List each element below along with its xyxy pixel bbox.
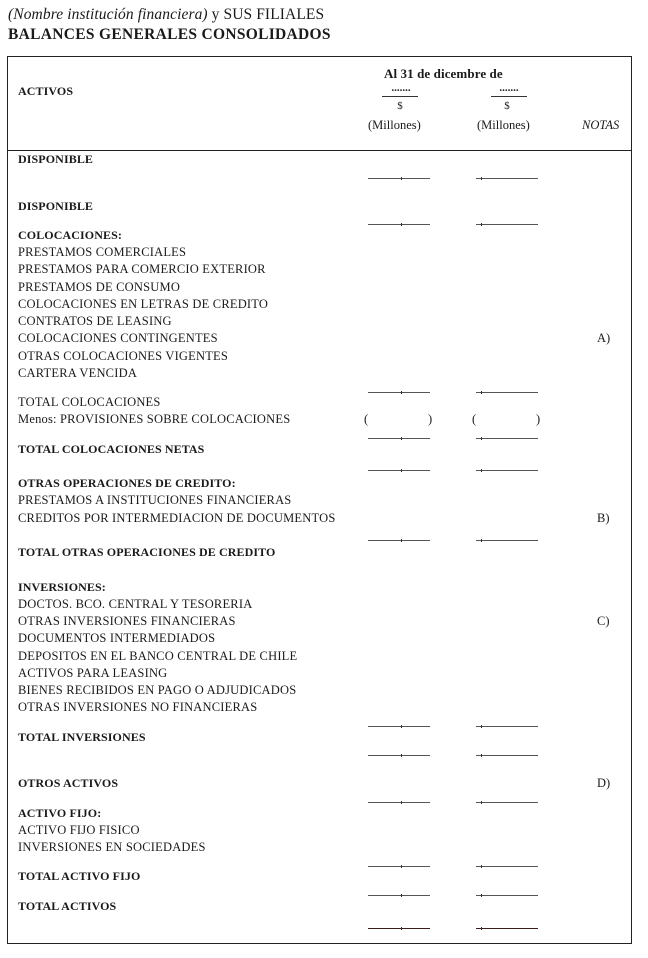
line-item: COLOCACIONES CONTINGENTES (18, 331, 218, 345)
amount-rule (368, 470, 430, 471)
line-item: ACTIVO FIJO FISICO (18, 823, 140, 837)
line-item: BIENES RECIBIDOS EN PAGO O ADJUDICADOS (18, 683, 297, 697)
line-item: DOCTOS. BCO. CENTRAL Y TESORERIA (18, 597, 253, 611)
line-item: PRESTAMOS DE CONSUMO (18, 280, 181, 294)
note-reference-a: A) (597, 331, 611, 345)
amount-rule (368, 178, 430, 179)
line-item: OTRAS INVERSIONES NO FINANCIERAS (18, 700, 258, 714)
inversiones-heading: INVERSIONES: (18, 580, 106, 594)
activo-fijo-heading: ACTIVO FIJO: (18, 806, 102, 820)
line-item: CREDITOS POR INTERMEDIACION DE DOCUMENTOS (18, 511, 336, 525)
amount-rule (476, 224, 538, 225)
line-item: PRESTAMOS A INSTITUCIONES FINANCIERAS (18, 493, 292, 507)
grand-total-rule (368, 928, 430, 929)
year-placeholder-2: ....... (499, 82, 519, 94)
total-activos: TOTAL ACTIVOS (18, 899, 117, 913)
amount-rule (476, 726, 538, 727)
line-item: PRESTAMOS COMERCIALES (18, 245, 187, 259)
unit-label-2: (Millones) (477, 118, 530, 132)
amount-rule (368, 224, 430, 225)
paren-close-2: ) (536, 412, 541, 426)
amount-rule (368, 392, 430, 393)
amount-rule (476, 802, 538, 803)
line-item: PRESTAMOS PARA COMERCIO EXTERIOR (18, 262, 266, 276)
total-colocaciones-netas: TOTAL COLOCACIONES NETAS (18, 442, 205, 456)
amount-rule (476, 540, 538, 541)
line-item: CONTRATOS DE LEASING (18, 314, 172, 328)
total-activo-fijo: TOTAL ACTIVO FIJO (18, 869, 141, 883)
currency-symbol-2: $ (504, 100, 510, 112)
line-item: DEPOSITOS EN EL BANCO CENTRAL DE CHILE (18, 649, 298, 663)
paren-open-1: ( (364, 412, 369, 426)
menos-provisiones: Menos: PROVISIONES SOBRE COLOCACIONES (18, 412, 291, 426)
year-underline-2 (491, 96, 527, 97)
unit-label-1: (Millones) (368, 118, 421, 132)
notes-column-header: NOTAS (582, 118, 620, 132)
year-placeholder-1: ....... (391, 82, 411, 94)
amount-rule (476, 470, 538, 471)
paren-open-2: ( (472, 412, 477, 426)
otros-activos: OTROS ACTIVOS (18, 776, 119, 790)
amount-rule (368, 438, 430, 439)
line-item: ACTIVOS PARA LEASING (18, 666, 168, 680)
amount-rule (476, 866, 538, 867)
subsidiaries-label: y SUS FILIALES (207, 6, 325, 23)
activos-column-header: ACTIVOS (18, 84, 74, 98)
note-reference-b: B) (597, 511, 610, 525)
line-item: OTRAS INVERSIONES FINANCIERAS (18, 614, 236, 628)
year-underline-1 (382, 96, 418, 97)
paren-close-1: ) (428, 412, 433, 426)
amount-rule (368, 755, 430, 756)
otras-operaciones-heading: OTRAS OPERACIONES DE CREDITO: (18, 476, 236, 490)
date-heading: Al 31 de dicembre de (384, 66, 503, 81)
amount-rule (476, 392, 538, 393)
total-otras-operaciones: TOTAL OTRAS OPERACIONES DE CREDITO (18, 545, 276, 559)
note-reference-d: D) (597, 776, 611, 790)
grand-total-rule (476, 928, 538, 929)
line-item: DOCUMENTOS INTERMEDIADOS (18, 631, 216, 645)
amount-rule (476, 895, 538, 896)
amount-rule (368, 802, 430, 803)
colocaciones-heading: COLOCACIONES: (18, 228, 122, 242)
line-item: CARTERA VENCIDA (18, 366, 138, 380)
institution-title (8, 6, 324, 24)
amount-rule (368, 895, 430, 896)
total-inversiones: TOTAL INVERSIONES (18, 730, 146, 744)
line-item: OTRAS COLOCACIONES VIGENTES (18, 349, 229, 363)
amount-rule (368, 726, 430, 727)
disponible-total: DISPONIBLE (18, 199, 94, 213)
amount-rule (476, 755, 538, 756)
disponible-heading: DISPONIBLE (18, 152, 94, 166)
header-divider (7, 150, 632, 151)
line-item: INVERSIONES EN SOCIEDADES (18, 840, 206, 854)
currency-symbol-1: $ (397, 100, 403, 112)
institution-name-placeholder: (Nombre institución financiera) (8, 6, 208, 23)
document-title: BALANCES GENERALES CONSOLIDADOS (8, 26, 331, 43)
line-item: COLOCACIONES EN LETRAS DE CREDITO (18, 297, 269, 311)
amount-rule (476, 178, 538, 179)
amount-rule (368, 540, 430, 541)
note-reference-c: C) (597, 614, 610, 628)
amount-rule (476, 438, 538, 439)
amount-rule (368, 866, 430, 867)
total-colocaciones: TOTAL COLOCACIONES (18, 395, 161, 409)
